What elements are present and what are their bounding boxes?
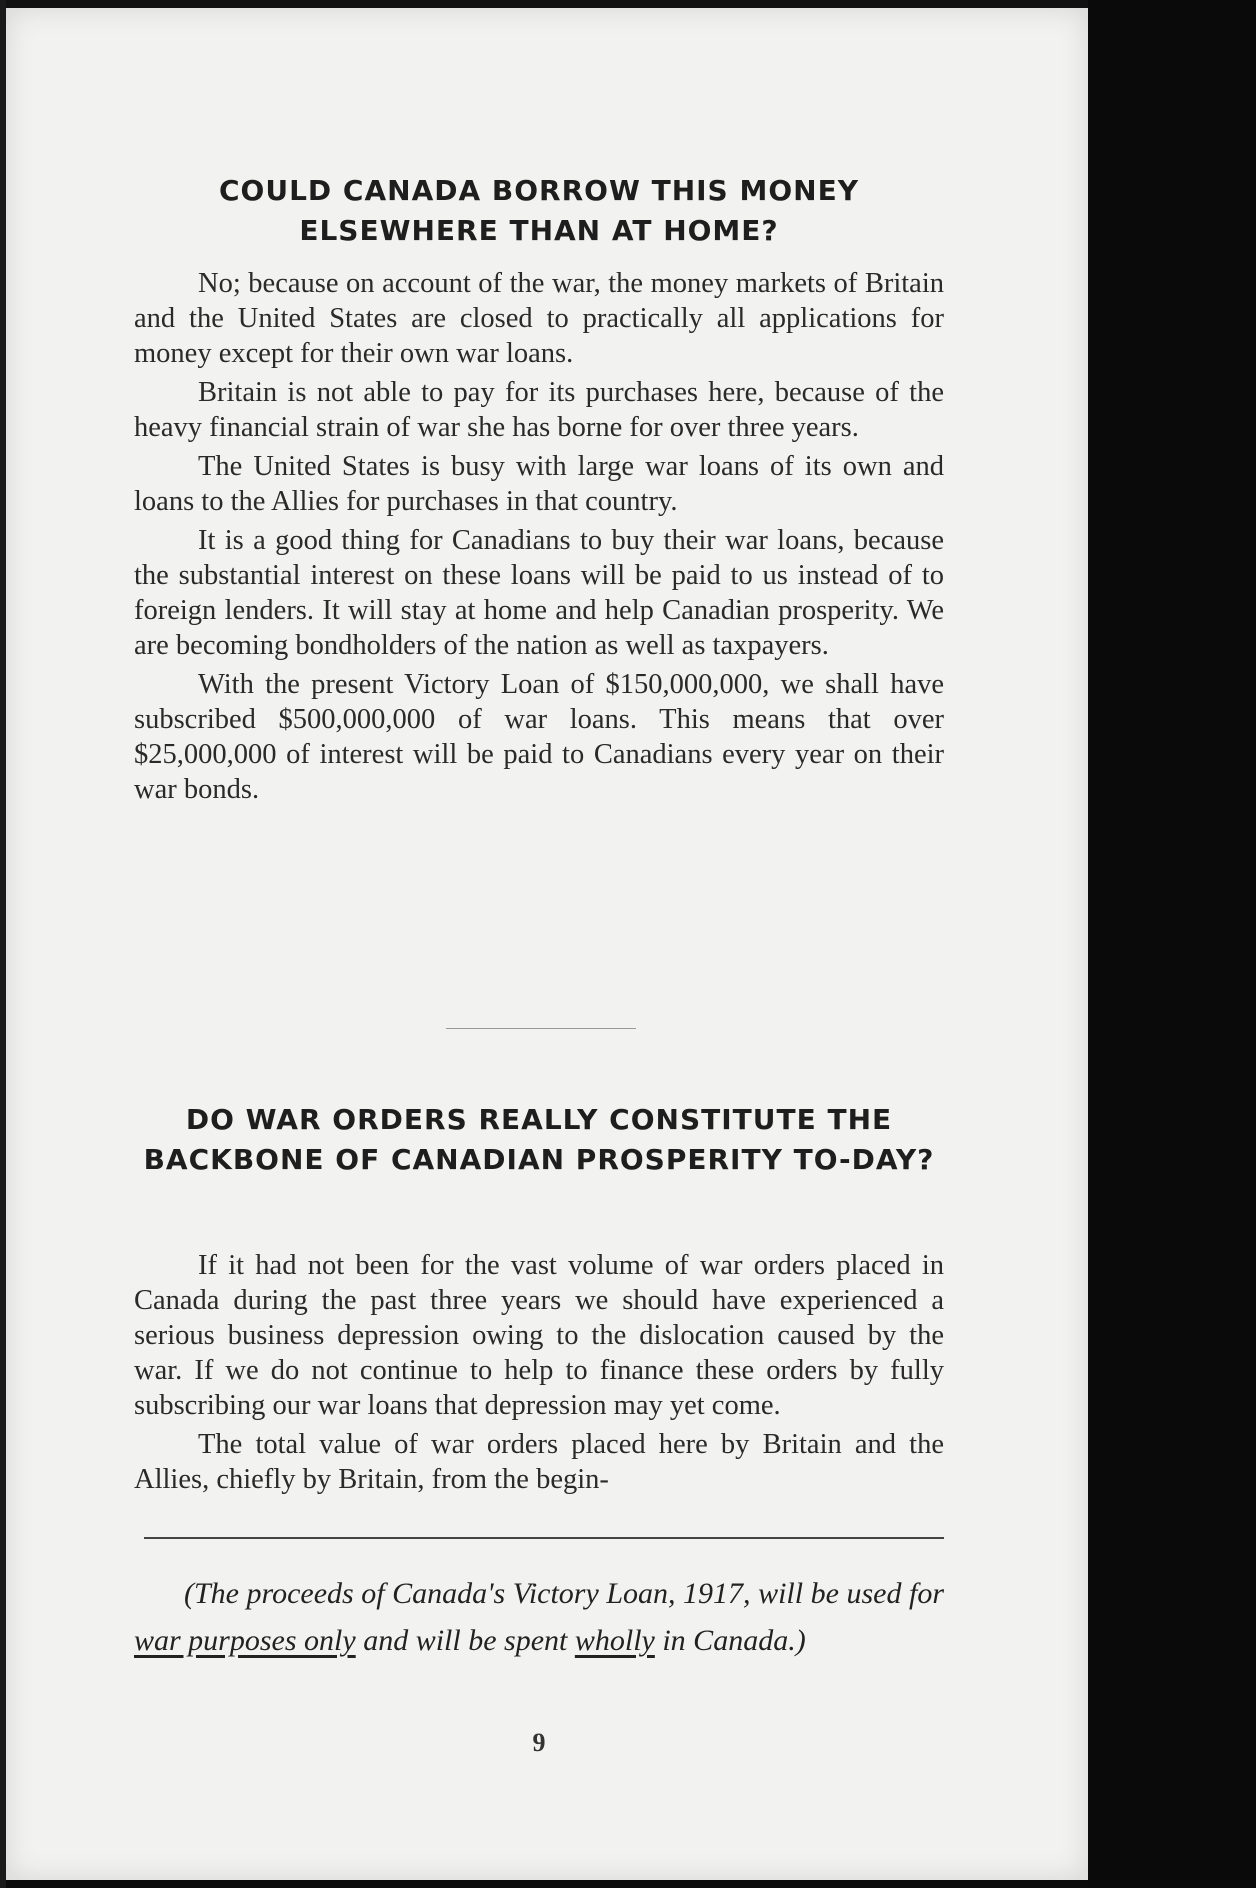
footnote-rule [144, 1537, 944, 1539]
footnote-underlined-text: wholly [574, 1624, 655, 1657]
footnote-text: (The proceeds of Canada's Victory Loan, 1917, will be used for [184, 1577, 944, 1610]
section-body [134, 1248, 944, 1501]
section-divider [446, 1028, 636, 1029]
section-heading: COULD CANADA BORROW THIS MONEY ELSEWHERE THAN AT HOME? [219, 174, 859, 247]
footnote-text: and will be spent [355, 1624, 575, 1657]
paragraph: It is a good thing for Canadians to buy their war loans, because the substantial interest on these loans will be paid to us instead of to foreign lenders. It will stay at home and help Canadian prosperity. We are becoming bondholders of the nation as well as taxpayers. [134, 525, 944, 661]
paragraph: No; because on account of the war, the money markets of Britain and the United States are closed to practically all applications for money except for their own war loans. [134, 268, 944, 369]
section-heading: DO WAR ORDERS REALLY CONSTITUTE THE BACKBONE OF CANADIAN PROSPERITY TO-DAY? [143, 1103, 935, 1176]
scan-edge-top [0, 0, 1256, 8]
footnote [134, 1570, 944, 1664]
paragraph: If it had not been for the vast volume of war orders placed in Canada during the past three years we should have experienced a serious business depression owing to the dislocation caused by the war. If we do not continue to help to finance these orders by fully subscribing our war loans that depression may yet come. [134, 1250, 944, 1421]
scan-dark-margin [1088, 0, 1256, 1888]
section-body [134, 266, 944, 811]
paragraph: Britain is not able to pay for its purchases here, because of the heavy financial strain of war she has borne for over three years. [134, 377, 944, 443]
paragraph: With the present Victory Loan of $150,000,000, we shall have subscribed $500,000,000 of war loans. This means that over $25,000,000 of interest will be paid to Canadians every year on their war bonds. [134, 669, 944, 805]
footnote-underlined-text: war purposes only [134, 1624, 356, 1657]
page-number: 9 [532, 1728, 546, 1757]
document-page [6, 8, 1088, 1880]
paragraph: The total value of war orders placed here by Britain and the Allies, chiefly by Britain, from the begin- [134, 1429, 944, 1495]
footnote-text: in Canada.) [654, 1624, 806, 1657]
paragraph: The United States is busy with large war loans of its own and loans to the Allies for purchases in that country. [134, 451, 944, 517]
